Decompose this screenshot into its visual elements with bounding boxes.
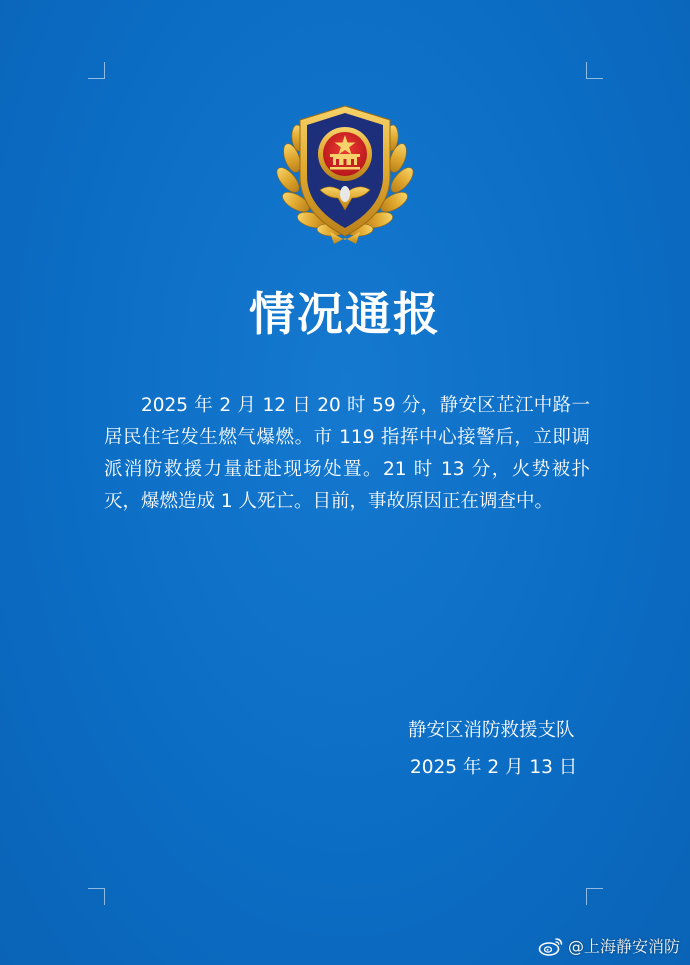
notice-title: 情况通报 xyxy=(249,287,441,341)
signature-organization: 静安区消防救援支队 xyxy=(408,720,575,741)
signature-date: 2025 年 2 月 13 日 xyxy=(410,757,578,778)
corner-mark-bottom-left xyxy=(88,888,105,905)
fire-rescue-emblem-icon xyxy=(270,98,420,248)
watermark-text: @上海静安消防 xyxy=(567,937,680,956)
weibo-icon xyxy=(538,936,564,956)
notice-body: 2025 年 2 月 12 日 20 时 59 分，静安区芷江中路一居民住宅发生燃气爆燃。市 119 指挥中心接警后，立即调派消防救援力量赶赴现场处置。21 时 13 分，火势被扑灭，爆燃造成 1 人死亡。目前，事故原因正在调查中。 xyxy=(104,395,590,512)
corner-mark-top-left xyxy=(88,62,105,79)
weibo-watermark xyxy=(538,934,680,957)
corner-mark-top-right xyxy=(586,62,603,79)
corner-mark-bottom-right xyxy=(586,888,603,905)
